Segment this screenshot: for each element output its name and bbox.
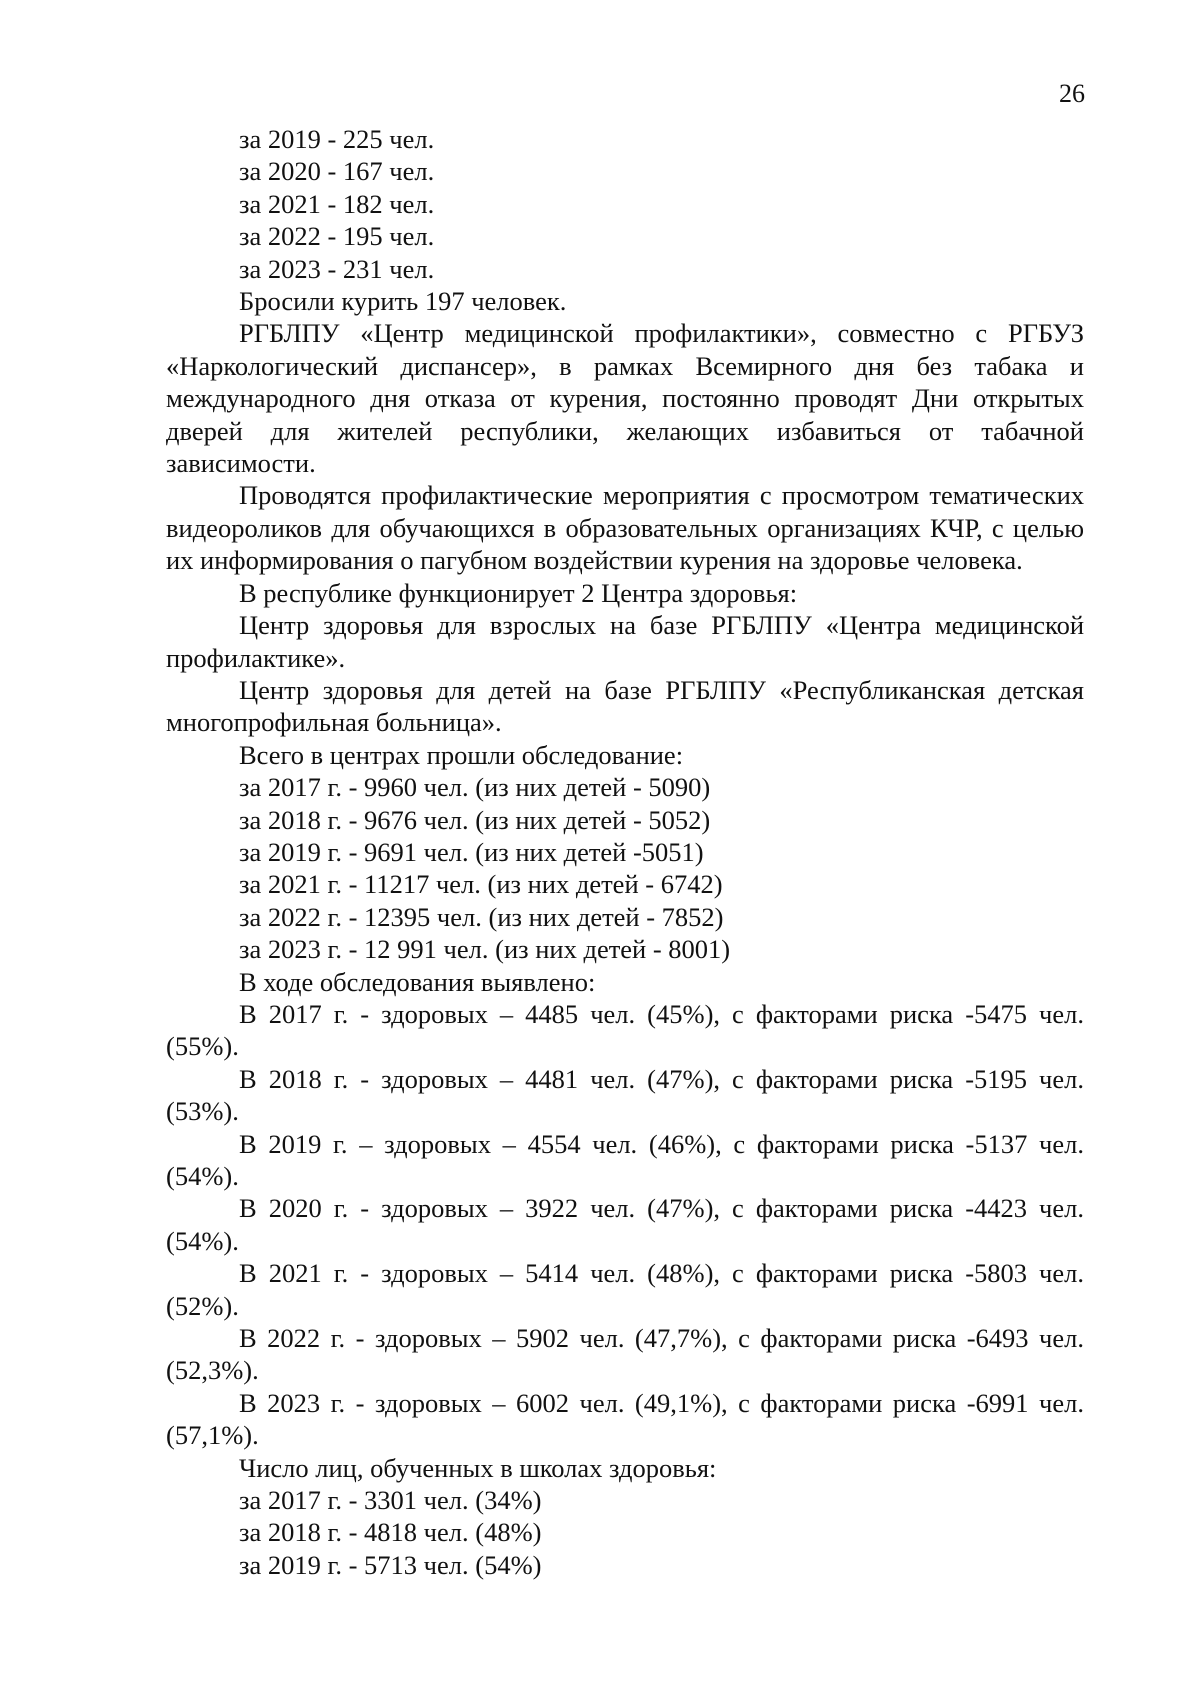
schools-2018-line: за 2018 г. - 4818 чел. (48%): [239, 1517, 542, 1548]
examined-intro-paragraph: Всего в центрах прошли обследование:: [239, 739, 684, 770]
risk-factors-2021-paragraph: В 2021 г. - здоровых – 5414 чел. (48%), с факторами риска -5803 чел. (52%).: [166, 1258, 1084, 1321]
examined-2021-line: за 2021 г. - 11217 чел. (из них детей - 6742): [239, 869, 723, 900]
examined-2019-line: за 2019 г. - 9691 чел. (из них детей -5051): [239, 836, 704, 867]
examined-2017-line: за 2017 г. - 9960 чел. (из них детей - 5090): [239, 772, 711, 803]
open-doors-paragraph: РГБЛПУ «Центр медицинской профилактики», совместно с РГБУЗ «Наркологический диспансер», в рамках Всемирного дня без табака и международного дня отказа от курения, постоянно проводят Дни открытых дверей для жителей республики, желающих избавиться от табачной зависимости.: [166, 318, 1084, 479]
smokers-2023-line: за 2023 - 231 чел.: [239, 253, 435, 284]
detected-intro-paragraph: В ходе обследования выявлено:: [239, 966, 596, 997]
smokers-2021-line: за 2021 - 182 чел.: [239, 188, 435, 219]
smokers-2019-line: за 2019 - 225 чел.: [239, 124, 435, 154]
risk-factors-2023-paragraph: В 2023 г. - здоровых – 6002 чел. (49,1%), с факторами риска -6991 чел. (57,1%).: [166, 1387, 1084, 1451]
document-body: [166, 123, 1084, 1581]
risk-factors-2022-paragraph: В 2022 г. - здоровых – 5902 чел. (47,7%), с факторами риска -6493 чел. (52,3%).: [166, 1323, 1084, 1386]
examined-2022-line: за 2022 г. - 12395 чел. (из них детей - 7852): [239, 901, 724, 932]
risk-factors-2019-paragraph: В 2019 г. – здоровых – 4554 чел. (46%), с факторами риска -5137 чел. (54%).: [166, 1128, 1084, 1191]
examined-2023-line: за 2023 г. - 12 991 чел. (из них детей - 8001): [239, 934, 731, 965]
page-number: 26: [1059, 79, 1085, 108]
schools-intro-paragraph: Число лиц, обученных в школах здоровья:: [239, 1452, 717, 1483]
centers-intro-paragraph: В республике функционирует 2 Центра здоровья:: [239, 577, 798, 608]
risk-factors-2020-paragraph: В 2020 г. - здоровых – 3922 чел. (47%), с факторами риска -4423 чел. (54%).: [166, 1193, 1084, 1256]
center-children-paragraph: Центр здоровья для детей на базе РГБЛПУ «Республиканская детская многопрофильная больница».: [166, 674, 1084, 738]
center-adults-paragraph: Центр здоровья для взрослых на базе РГБЛПУ «Центра медицинской профилактике».: [166, 610, 1084, 673]
schools-2019-line: за 2019 г. - 5713 чел. (54%): [239, 1549, 542, 1580]
schools-2017-line: за 2017 г. - 3301 чел. (34%): [239, 1485, 542, 1516]
examined-2018-line: за 2018 г. - 9676 чел. (из них детей - 5052): [239, 804, 711, 835]
smokers-2020-line: за 2020 - 167 чел.: [239, 156, 435, 187]
preventive-paragraph: Проводятся профилактические мероприятия с просмотром тематических видеороликов для обучающихся в образовательных организациях КЧР, с целью их информирования о пагубном воздействии курения на здоровье человека.: [166, 480, 1084, 576]
risk-factors-2017-paragraph: В 2017 г. - здоровых – 4485 чел. (45%), с факторами риска -5475 чел. (55%).: [166, 998, 1084, 1062]
smokers-2022-line: за 2022 - 195 чел.: [239, 221, 435, 252]
risk-factors-2018-paragraph: В 2018 г. - здоровых – 4481 чел. (47%), с факторами риска -5195 чел. (53%).: [166, 1063, 1084, 1127]
quit-smoking-line: Бросили курить 197 человек.: [239, 286, 567, 317]
